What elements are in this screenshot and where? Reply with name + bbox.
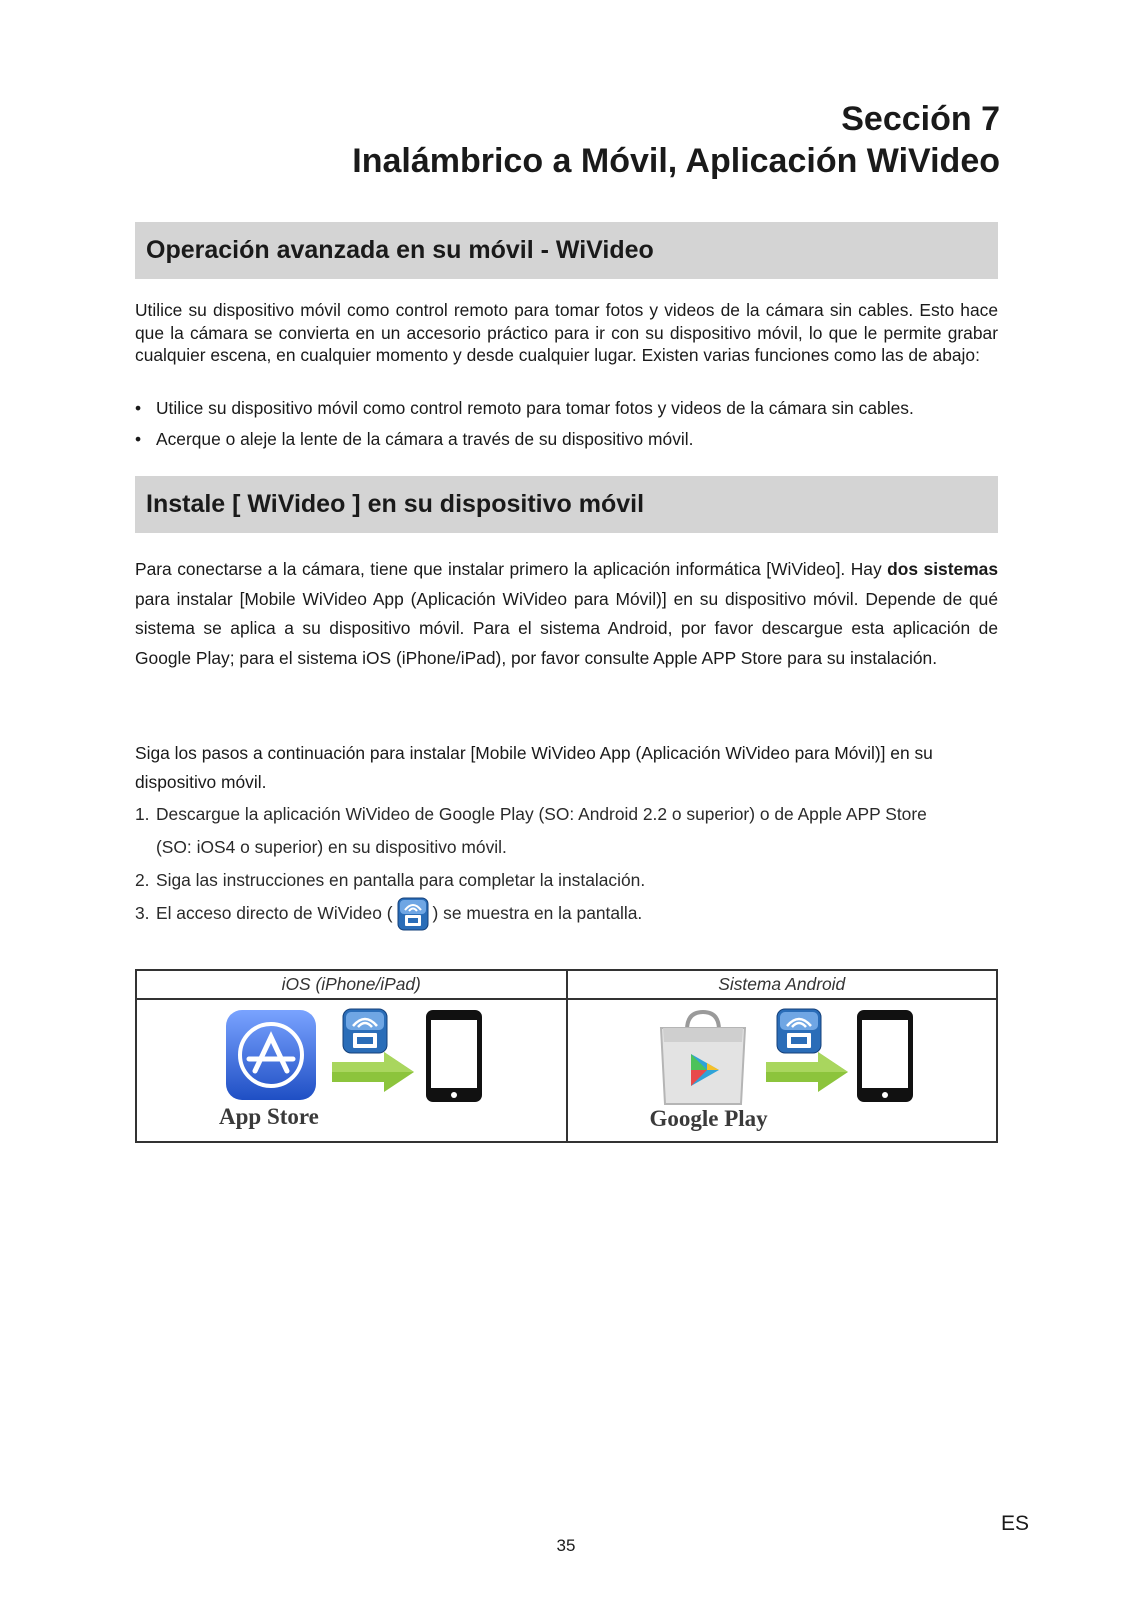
- page-title: [352, 98, 1000, 182]
- step-number: 3.: [135, 903, 150, 923]
- android-cell: [567, 999, 998, 1142]
- list-item: • Utilice su dispositivo móvil como control remoto para tomar fotos y videos de la cámara sin cables.: [135, 397, 998, 428]
- step-text-before: El acceso directo de WiVideo (: [156, 903, 393, 923]
- step-number: 1.: [135, 804, 150, 824]
- install-text-a: Para conectarse a la cámara, tiene que instalar primero la aplicación informática [WiVideo]. Hay: [135, 559, 888, 579]
- list-item: [135, 864, 998, 897]
- step-text-after: ) se muestra en la pantalla.: [432, 903, 643, 923]
- feature-list: [135, 397, 998, 459]
- table-header-android: Sistema Android: [567, 970, 998, 999]
- language-code: ES: [1000, 1512, 1029, 1535]
- intro-paragraph: Utilice su dispositivo móvil como control remoto para tomar fotos y videos de la cámara sin cables. Esto hace que la cámara se convierta en un accesorio práctico para ir con su dispositivo móvil, lo que le permite grabar cualquier escena, en cualquier momento y desde cualquier lugar. Existen varias funciones como las de abajo:: [135, 300, 998, 365]
- section-heading: Instale [ WiVideo ] en su dispositivo móvil: [146, 490, 645, 518]
- steps-intro-paragraph: Siga los pasos a continuación para instalar [Mobile WiVideo App (Aplicación WiVideo para Móvil)] en su dispositivo móvil.: [135, 743, 933, 792]
- step-text: Siga las instrucciones en pantalla para completar la instalación.: [156, 870, 646, 890]
- section-heading-band: [135, 476, 998, 533]
- section-heading: Operación avanzada en su móvil - WiVideo: [146, 236, 654, 264]
- section-number: Sección 7: [841, 100, 1000, 138]
- wivideo-icon: [776, 1008, 822, 1054]
- table-header-row: [136, 970, 997, 999]
- install-steps: [135, 798, 998, 931]
- arrow-right-icon: [766, 1052, 848, 1092]
- wivideo-icon: [397, 897, 429, 931]
- platform-table: [135, 969, 998, 1143]
- table-row: [136, 999, 997, 1142]
- step-number: 2.: [135, 870, 150, 890]
- section-heading-band: [135, 222, 998, 279]
- install-paragraph: [135, 555, 998, 673]
- install-text-bold: dos sistemas: [887, 559, 999, 579]
- ios-cell: [136, 999, 567, 1142]
- list-item: • Acerque o aleje la lente de la cámara a través de su dispositivo móvil.: [135, 428, 998, 459]
- arrow-right-icon: [332, 1052, 414, 1092]
- step-text: Descargue la aplicación WiVideo de Google Play (SO: Android 2.2 o superior) o de Apple APP Store (SO: iOS4 o superior) en su dispositivo móvil.: [156, 804, 927, 857]
- smartphone-icon: [856, 1009, 914, 1103]
- app-store-icon: [225, 1009, 317, 1101]
- smartphone-icon: [425, 1009, 483, 1103]
- google-play-icon: [655, 1008, 751, 1108]
- list-item: [135, 897, 998, 931]
- app-store-label: App Store: [219, 1104, 319, 1129]
- page-number: 35: [556, 1536, 576, 1555]
- google-play-label: Google Play: [649, 1106, 768, 1131]
- table-header-ios: iOS (iPhone/iPad): [136, 970, 567, 999]
- list-item: [135, 798, 956, 864]
- section-title: Inalámbrico a Móvil, Aplicación WiVideo: [352, 142, 1000, 180]
- install-text-b: para instalar [Mobile WiVideo App (Aplicación WiVideo para Móvil)] en su dispositivo móvil. Depende de qué sistema se aplica a su dispositivo móvil. Para el sistema Android, por favor descargue esta aplicación de Google Play; para el sistema iOS (iPhone/iPad), por favor consulte Apple APP Store para su instalación.: [135, 588, 998, 668]
- wivideo-icon: [342, 1008, 388, 1054]
